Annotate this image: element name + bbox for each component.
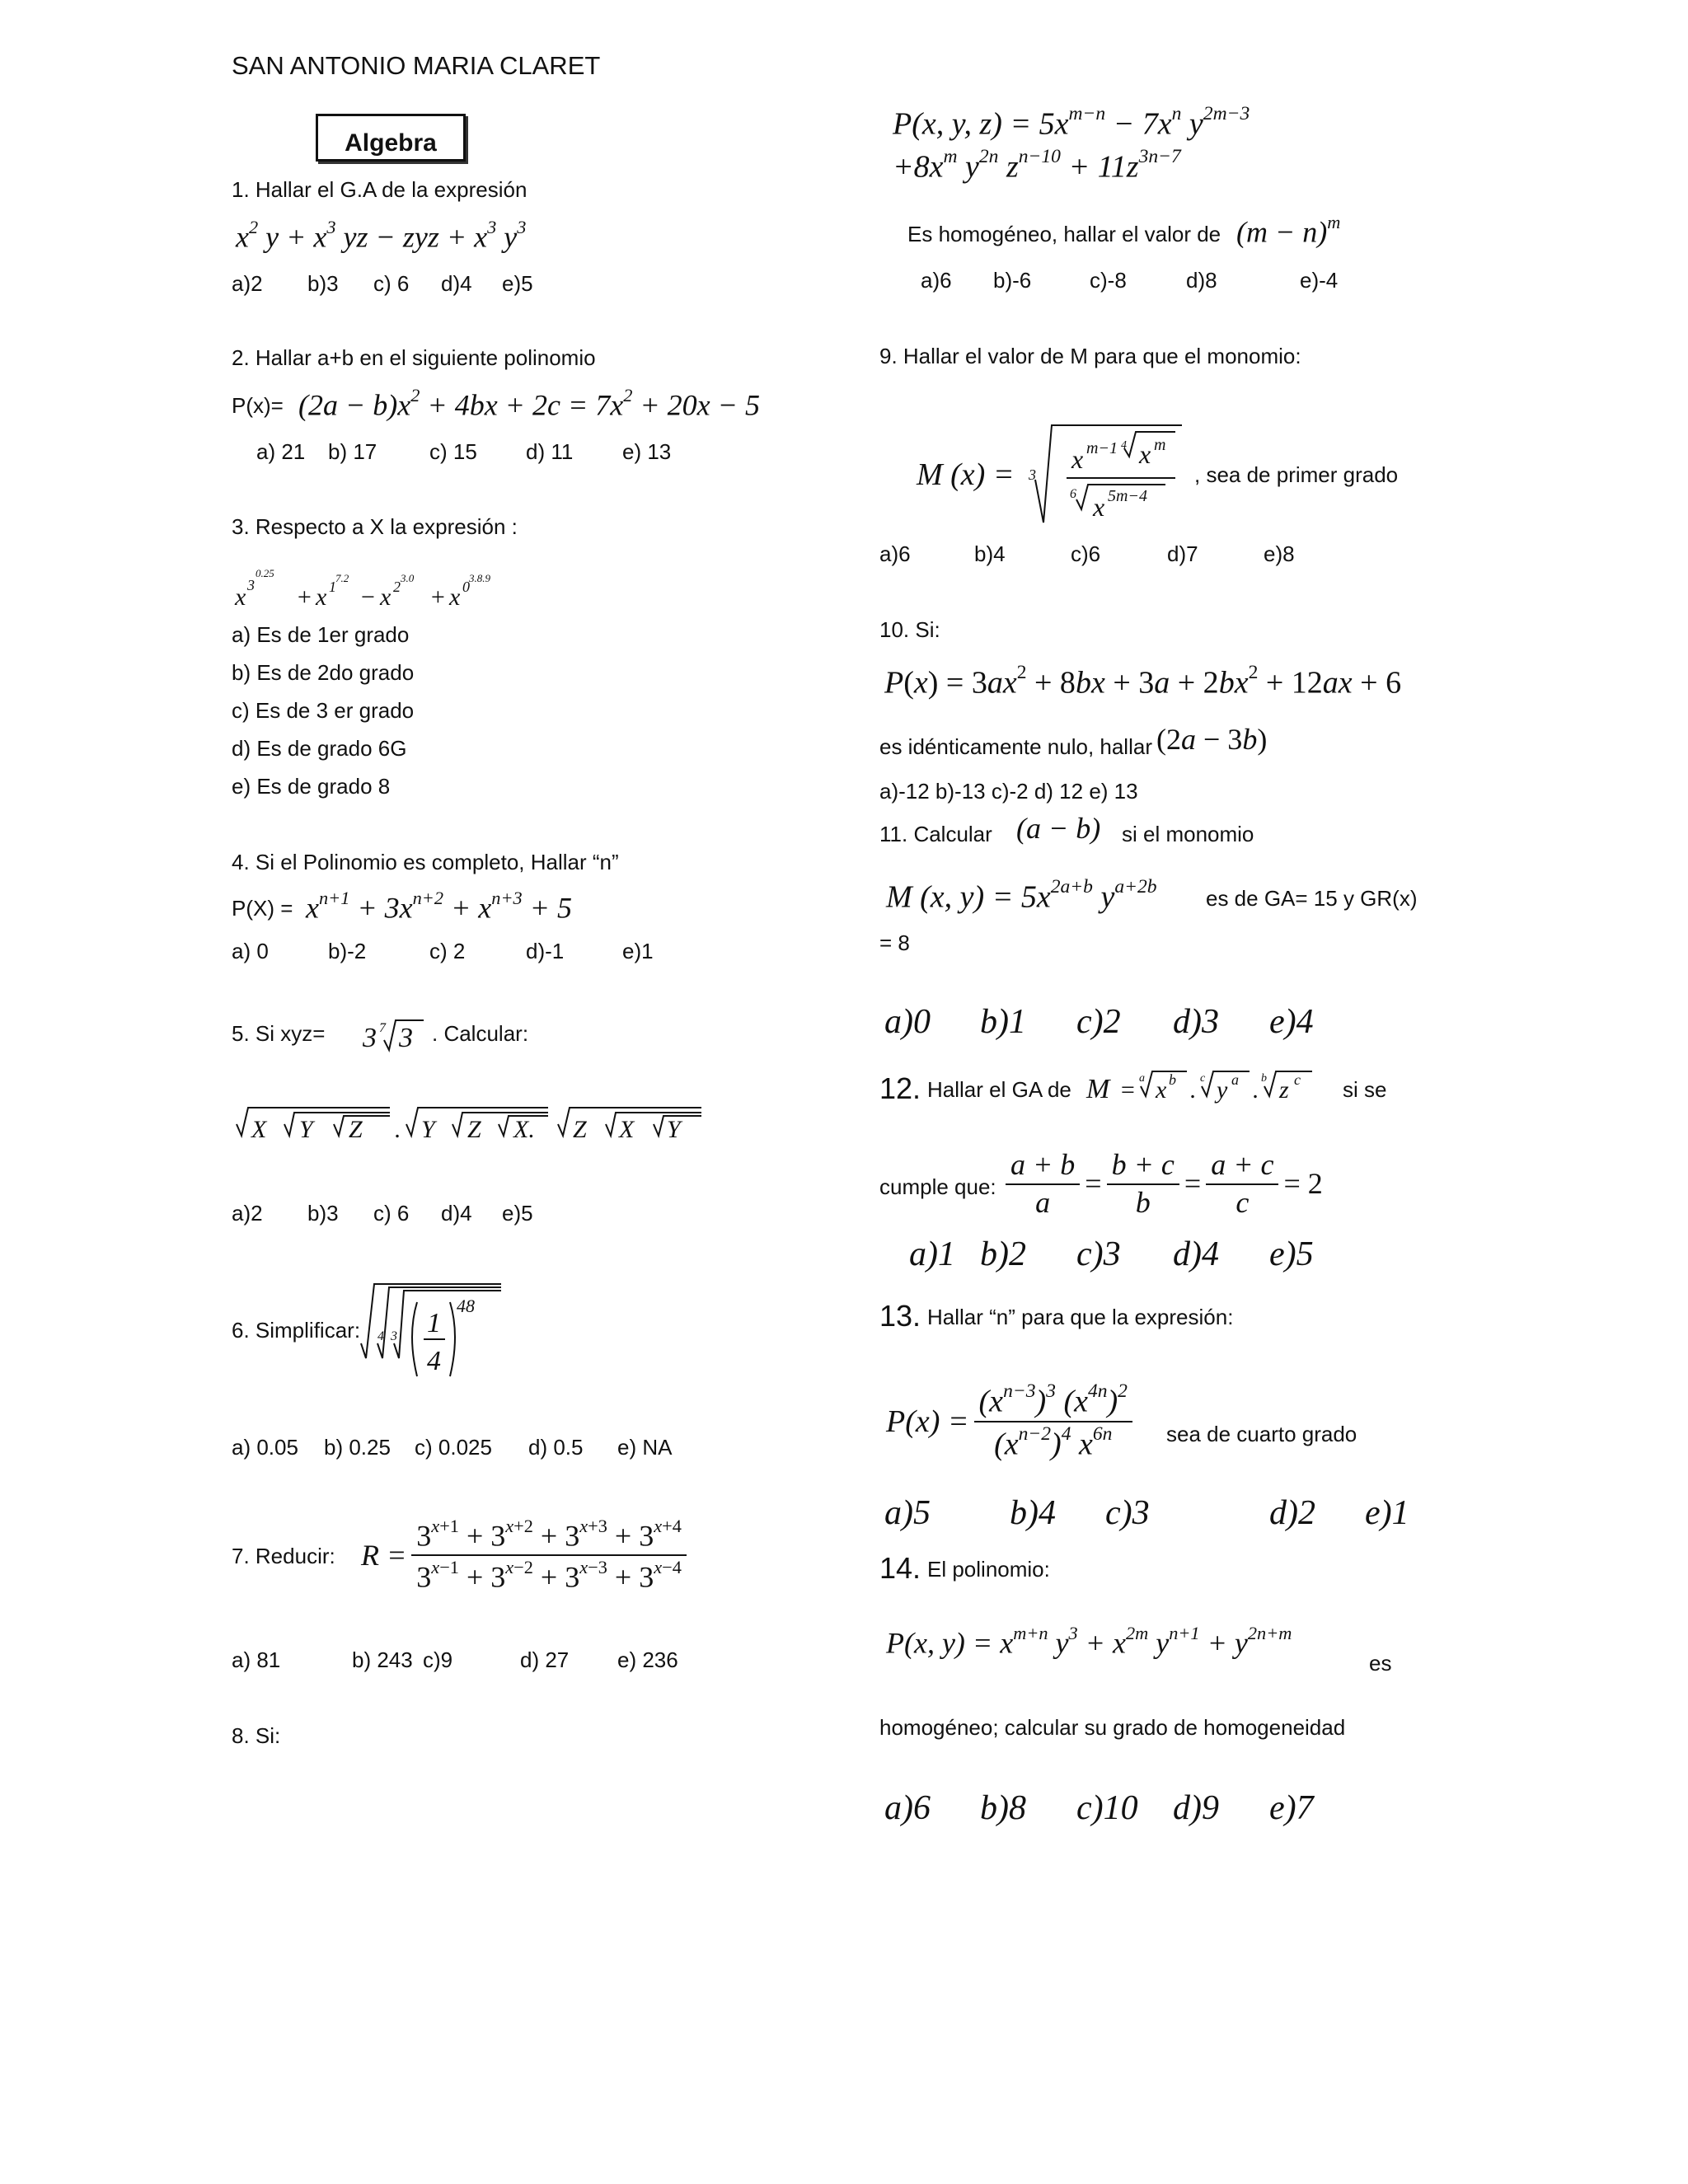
q8-polynomial-line2: $+8x^m$ $y^{2n}$ $z^{n-10} + 11z^{3n-7}$ [893, 146, 1181, 185]
q1-option-d: d)4 [441, 271, 472, 296]
q10-expression: $P(x) = 3ax^2 + 8bx + 3a + 2bx^2 + 12ax + 6$ [884, 662, 1402, 701]
q12-condition: $\frac{a + b}{a}$ = $\frac{b + c}{b}$ = $\frac{a + c}{c}$ = 2 [1001, 1149, 1323, 1219]
svg-text:a: a [1231, 1071, 1239, 1088]
svg-text:b: b [1169, 1071, 1176, 1088]
q11-prompt-tail: si el monomio [1122, 822, 1254, 846]
q3-expression [232, 559, 512, 616]
q14-expression: P(x, $y) = x^{m+n}$ $y^3 + x^{2m}$ $y^{n+1} + y^{2n+m}$ [886, 1623, 1292, 1660]
svg-text:x: x [380, 583, 392, 611]
q13-option-c: c)3 [1105, 1494, 1150, 1532]
q6-prompt: 6. Simplificar: [232, 1318, 361, 1343]
svg-text:a: a [1139, 1072, 1145, 1085]
q9-option-b: b)4 [974, 541, 1006, 566]
q3-prompt: 3. Respecto a X la expresión : [232, 514, 518, 539]
q12-option-e: e)5 [1269, 1235, 1314, 1273]
svg-text:x: x [1071, 444, 1084, 474]
svg-text:3.8.9: 3.8.9 [469, 572, 490, 584]
q13-option-e: e)1 [1365, 1494, 1409, 1532]
svg-text:X.: X. [513, 1116, 535, 1143]
q12-number: 12. [879, 1071, 921, 1105]
q2-option-c: c) 15 [429, 439, 477, 464]
svg-text:Y: Y [667, 1116, 681, 1143]
svg-text:M (x) =: M (x) = [917, 457, 1015, 492]
q8-option-c: c)-8 [1090, 268, 1127, 293]
svg-text:Z: Z [349, 1116, 363, 1143]
svg-text:7.2: 7.2 [335, 572, 349, 584]
svg-text:x: x [1139, 439, 1151, 469]
q10-prompt: 10. Si: [879, 617, 940, 642]
svg-text:4: 4 [427, 1346, 441, 1376]
q12-prompt-tail: si se [1343, 1077, 1387, 1102]
q13-option-b: b)4 [1010, 1494, 1056, 1532]
q4-prompt: 4. Si el Polinomio es completo, Hallar “n” [232, 850, 619, 874]
q5-option-c: c) 6 [373, 1201, 410, 1226]
q6-option-b: b) 0.25 [324, 1435, 391, 1460]
q4-option-e: e)1 [622, 939, 654, 963]
q12-option-b: b)2 [980, 1235, 1026, 1273]
q12-expression [1085, 1062, 1340, 1111]
svg-text:Y: Y [299, 1116, 313, 1143]
q13-option-a: a)5 [884, 1494, 931, 1532]
q5-prompt: 5. Si xyz= [232, 1021, 326, 1046]
subject-title: Algebra [345, 129, 437, 157]
svg-text:+: + [429, 583, 447, 611]
svg-text:3: 3 [247, 577, 255, 593]
q9-expression [913, 420, 1193, 527]
q14-option-b: b)8 [980, 1789, 1026, 1827]
q13-expression: P(x) = $\frac{(x^{n-3})^3 (x^{4n})^2}{(x^{n-2})^4 x^{6n}}$ [886, 1381, 1137, 1463]
q8-option-e: e)-4 [1300, 268, 1339, 293]
svg-text:6: 6 [1070, 487, 1076, 501]
q9-option-c: c)6 [1071, 541, 1101, 566]
q12-option-c: c)3 [1076, 1235, 1121, 1273]
q11-prompt: 11. Calcular [879, 822, 992, 846]
q3-option-a: a) Es de 1er grado [232, 622, 410, 647]
q5-option-e: e)5 [502, 1201, 533, 1226]
q7-option-a: a) 81 [232, 1647, 281, 1672]
q8-expression: $(m - n)^m$ [1236, 212, 1341, 249]
q7-option-c: c)9 [423, 1647, 453, 1672]
q8-option-d: d)8 [1186, 268, 1217, 293]
q14-option-e: e)7 [1269, 1789, 1314, 1827]
q1-option-c: c) 6 [373, 271, 410, 296]
q14-option-c: c)10 [1076, 1789, 1138, 1827]
subject-title-box [316, 114, 466, 162]
q11-target: (a − b) [1016, 812, 1101, 845]
svg-text:7: 7 [379, 1021, 386, 1035]
q13-tail: sea de cuarto grado [1166, 1422, 1357, 1446]
q11-option-d: d)3 [1173, 1003, 1219, 1041]
svg-text:4: 4 [1121, 439, 1127, 452]
svg-text:m−1: m−1 [1086, 439, 1118, 457]
q4-option-c: c) 2 [429, 939, 466, 963]
svg-text:c: c [1200, 1072, 1206, 1085]
q1-option-a: a)2 [232, 271, 263, 296]
q13-prompt: Hallar “n” para que la expresión: [927, 1305, 1234, 1329]
q3-option-c: c) Es de 3 er grado [232, 698, 415, 723]
q11-option-c: c)2 [1076, 1003, 1121, 1041]
svg-text:X: X [619, 1116, 635, 1143]
svg-text:1: 1 [427, 1308, 441, 1338]
q13-option-d: d)2 [1269, 1494, 1315, 1532]
svg-text:M: M [1086, 1074, 1110, 1104]
svg-text:Y: Y [421, 1116, 435, 1143]
q2-expression: $(2a - b)x^2 + 4bx + 2c = 7x^2 + 20x - 5$ [298, 385, 760, 422]
svg-text:x: x [1093, 492, 1105, 522]
svg-text:x: x [449, 583, 461, 611]
q7-option-d: d) 27 [520, 1647, 570, 1672]
q5-option-d: d)4 [441, 1201, 472, 1226]
q12-option-d: d)4 [1173, 1235, 1219, 1273]
q7-option-e: e) 236 [617, 1647, 678, 1672]
q6-option-e: e) NA [617, 1435, 673, 1460]
q4-lead: P(X) = [232, 896, 293, 921]
q11-option-a: a)0 [884, 1003, 931, 1041]
q8-text: Es homogéneo, hallar el valor de [907, 222, 1221, 246]
q13-number: 13. [879, 1299, 921, 1333]
svg-text:c: c [1294, 1071, 1301, 1088]
q2-lead: P(x)= [232, 393, 284, 418]
svg-text:+: + [296, 583, 313, 611]
svg-text:m: m [1154, 436, 1166, 454]
q9-tail: , sea de primer grado [1194, 462, 1399, 487]
q9-option-d: d)7 [1167, 541, 1198, 566]
q8-option-a: a)6 [921, 268, 952, 293]
q6-expression [359, 1277, 508, 1385]
q11-option-b: b)1 [980, 1003, 1026, 1041]
school-name: SAN ANTONIO MARIA CLARET [232, 51, 601, 80]
q14-text: homogéneo; calcular su grado de homogeneidad [879, 1715, 1346, 1740]
svg-text:3: 3 [399, 1023, 413, 1053]
q14-number: 14. [879, 1551, 921, 1585]
q4-option-b: b)-2 [328, 939, 367, 963]
q7-prompt: 7. Reducir: [232, 1544, 335, 1568]
q8-polynomial-line1: P(x, y, $z) = 5x^{m-n} - 7x^n$ $y^{2m-3}$ [893, 103, 1250, 142]
q12-condition-label: cumple que: [879, 1174, 996, 1199]
svg-text:=: = [1119, 1076, 1137, 1104]
q4-option-d: d)-1 [526, 939, 565, 963]
q7-option-b: b) 243 [352, 1647, 413, 1672]
svg-text:3.0: 3.0 [401, 572, 415, 584]
svg-text:3: 3 [391, 1329, 397, 1343]
svg-text:1: 1 [329, 579, 336, 595]
q11-tail: es de GA= 15 y GR(x) [1206, 886, 1418, 911]
q2-option-b: b) 17 [328, 439, 377, 464]
svg-text:0: 0 [462, 579, 470, 595]
q14-option-d: d)9 [1173, 1789, 1219, 1827]
q10-target: (2a − 3b) [1156, 723, 1268, 756]
q10-text: es idénticamente nulo, hallar [879, 734, 1152, 759]
q4-option-a: a) 0 [232, 939, 269, 963]
q3-option-d: d) Es de grado 6G [232, 736, 407, 761]
q8-option-b: b)-6 [993, 268, 1032, 293]
q5-option-b: b)3 [307, 1201, 339, 1226]
q9-prompt: 9. Hallar el valor de M para que el monomio: [879, 344, 1301, 368]
q7-expression: R = $\frac{3^{x+1} + 3^{x+2} + 3^{x+3} + 3^{x+4}}{3^{x-1} + 3^{x-2} + 3^{x-3} + 3^{x-4}}$ [361, 1516, 692, 1595]
svg-text:.: . [395, 1116, 401, 1143]
q11-expression: M (x, $y) = 5x^{2a+b}$ $y^{a+2b}$ [886, 876, 1157, 915]
svg-text:0.25: 0.25 [256, 567, 274, 579]
q1-expression: $x^2$ $y + x^3$ yz − zyz + $x^3$ $y^3$ [236, 217, 527, 254]
svg-text:.: . [1190, 1076, 1197, 1104]
q5-option-a: a)2 [232, 1201, 263, 1226]
q6-option-d: d) 0.5 [528, 1435, 584, 1460]
q8-prompt: 8. Si: [232, 1723, 281, 1748]
q4-expression: $x^{n+1} + 3x^{n+2} + x^{n+3} + 5$ [306, 888, 572, 925]
svg-text:48: 48 [457, 1296, 475, 1316]
q3-option-b: b) Es de 2do grado [232, 660, 415, 685]
q12-prompt: Hallar el GA de [927, 1077, 1071, 1102]
q9-option-e: e)8 [1264, 541, 1295, 566]
svg-text:X: X [251, 1116, 267, 1143]
q14-prompt: El polinomio: [927, 1557, 1050, 1582]
q5-value [361, 1012, 427, 1057]
svg-text:.: . [1253, 1076, 1259, 1104]
q2-option-e: e) 13 [622, 439, 672, 464]
q11-tail2: = 8 [879, 930, 910, 955]
svg-text:5m−4: 5m−4 [1108, 487, 1147, 505]
q1-option-b: b)3 [307, 271, 339, 296]
svg-text:Z: Z [573, 1116, 587, 1143]
svg-text:3: 3 [363, 1023, 377, 1053]
q1-prompt: 1. Hallar el G.A de la expresión [232, 177, 528, 202]
svg-text:z: z [1279, 1076, 1289, 1104]
q5-prompt-tail: . Calcular: [432, 1021, 529, 1046]
q3-option-e: e) Es de grado 8 [232, 774, 391, 799]
q6-option-a: a) 0.05 [232, 1435, 298, 1460]
svg-text:x: x [316, 583, 327, 611]
q1-option-e: e)5 [502, 271, 533, 296]
svg-text:b: b [1261, 1072, 1267, 1085]
q10-options: a)-12 b)-13 c)-2 d) 12 e) 13 [879, 779, 1138, 804]
svg-text:3: 3 [1029, 466, 1036, 483]
svg-text:2: 2 [393, 579, 401, 595]
q14-tail: es [1369, 1651, 1392, 1675]
q2-option-a: a) 21 [256, 439, 306, 464]
q9-option-a: a)6 [879, 541, 911, 566]
svg-text:−: − [359, 583, 377, 611]
svg-text:4: 4 [377, 1329, 384, 1343]
q2-prompt: 2. Hallar a+b en el siguiente polinomio [232, 345, 596, 370]
svg-text:x: x [235, 583, 246, 611]
svg-text:y: y [1217, 1076, 1228, 1104]
q12-option-a: a)1 [909, 1235, 955, 1273]
svg-text:Z: Z [467, 1116, 481, 1143]
q11-option-e: e)4 [1269, 1003, 1314, 1041]
q5-expression [235, 1099, 713, 1149]
q6-option-c: c) 0.025 [415, 1435, 492, 1460]
svg-text:x: x [1156, 1076, 1167, 1104]
q14-option-a: a)6 [884, 1789, 931, 1827]
q2-option-d: d) 11 [526, 439, 574, 464]
